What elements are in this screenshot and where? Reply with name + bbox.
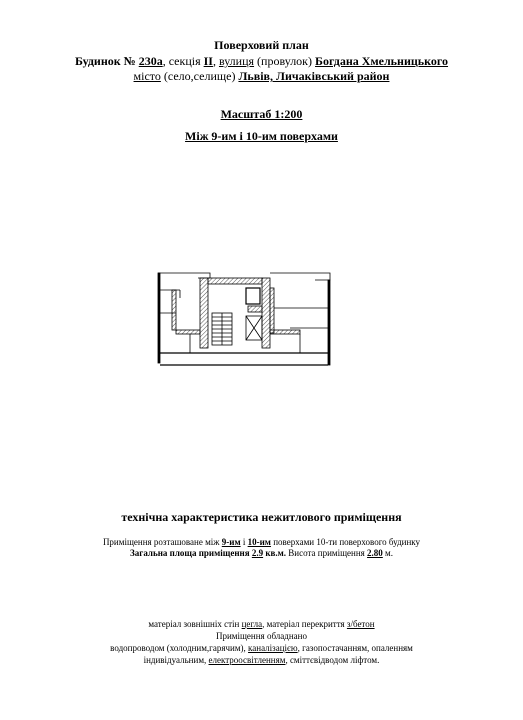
floor-to: 10-им	[247, 537, 271, 547]
electric-lighting: електроосвітленням	[208, 655, 286, 665]
ceiling-material: з/бетон	[346, 619, 375, 629]
address-line: Будинок № 230а, секція ІІ, вулиця (провулок) Богдана Хмельницького	[74, 54, 449, 68]
floors-label: Між 9-им і 10-им поверхами	[185, 129, 338, 143]
area-line: Загальна площа приміщення 2.9 кв.м. Висота приміщення 2.80 м.	[130, 548, 393, 558]
city-line: місто (село,селище) Львів, Личаківський район	[133, 69, 390, 83]
plan-title: Поверховий план	[214, 38, 309, 52]
house-label: Будинок №	[74, 54, 139, 68]
characteristics-heading: технічна характеристика нежитлового приміщення	[121, 510, 402, 524]
city-word: місто	[133, 69, 161, 83]
section-number: ІІ	[203, 54, 213, 68]
floor-from: 9-им	[221, 537, 241, 547]
room-height: 2.80	[367, 548, 383, 558]
house-number: 230а	[138, 54, 163, 68]
location-line: Приміщення розташоване між 9-им і 10-им поверхами 10-ти поверхового будинку	[102, 537, 421, 547]
equipped-line: Приміщення обладнано	[215, 631, 307, 641]
scale-label: Масштаб 1:200	[220, 107, 303, 121]
utilities-line: водопроводом (холодним,гарячим), каналізацією, газопостачанням, опаленням	[110, 643, 413, 653]
city-name: Львів, Личаківський район	[238, 69, 390, 83]
sewer: каналізацією	[248, 643, 298, 653]
materials-line: матеріал зовнішніх стін цегла, матеріал перекриття з/бетон	[148, 619, 375, 629]
street-word: вулиця	[218, 54, 255, 68]
utilities-line-2: індивідуальним, електроосвітленням, сміттєвідводом ліфтом.	[143, 655, 380, 665]
wall-material: цегла	[241, 619, 263, 629]
total-area: 2.9	[251, 548, 264, 558]
street-name: Богдана Хмельницького	[315, 54, 449, 68]
floor-plan-drawing	[150, 268, 350, 383]
floor-plan-svg	[150, 268, 350, 383]
